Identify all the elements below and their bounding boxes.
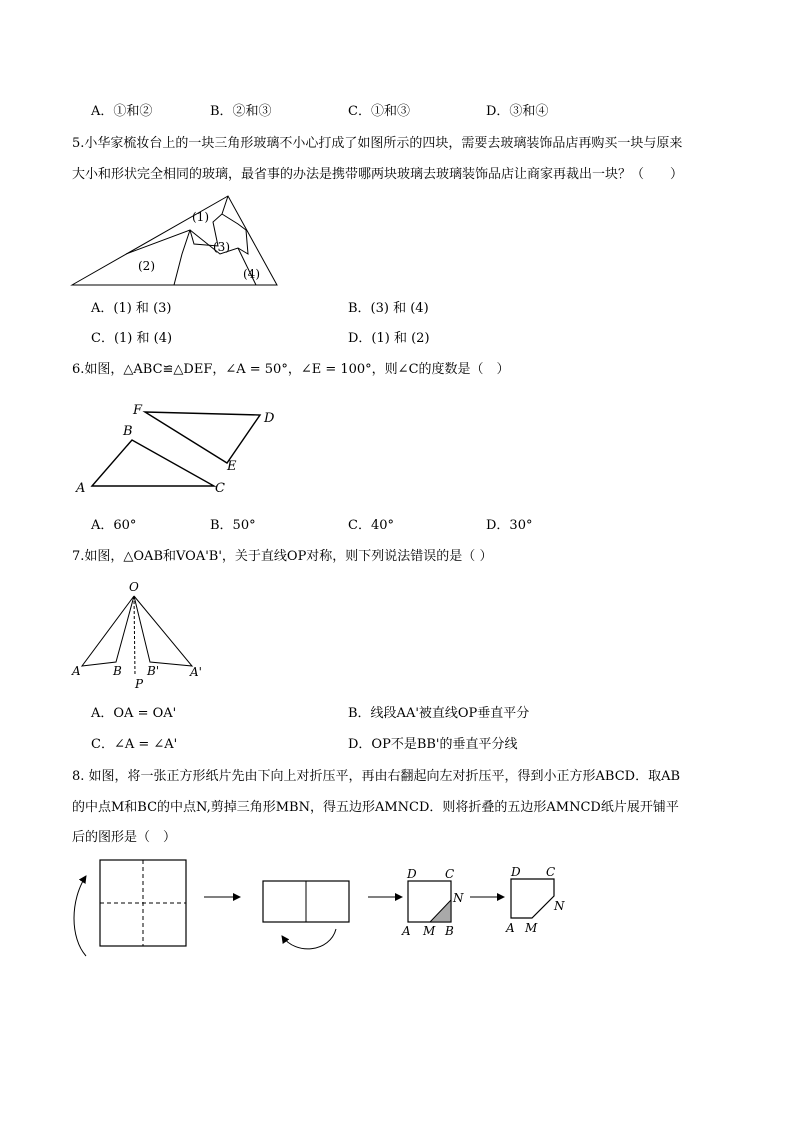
fig4-label-d: D bbox=[511, 865, 521, 879]
fold-up-arrow bbox=[74, 876, 86, 956]
q6-option-a: A．60° bbox=[91, 518, 137, 533]
label-e: E bbox=[227, 459, 237, 474]
q6-option-d: D．30° bbox=[486, 518, 533, 533]
q5-option-b: B．(3) 和 (4) bbox=[348, 301, 429, 316]
q4-option-a: A．①和② bbox=[91, 104, 153, 119]
fig3-label-m: M bbox=[423, 924, 436, 938]
q7-stem: 7.如图，△OAB和VOA'B'，关于直线OP对称，则下列说法错误的是（ ） bbox=[72, 549, 493, 564]
cut-triangle-mbn bbox=[430, 900, 451, 922]
label-p: P bbox=[135, 677, 144, 691]
label-b-prime: B' bbox=[147, 664, 160, 678]
q5-stem-line1: 5.小华家梳妆台上的一块三角形玻璃不小心打成了如图所示的四块，需要去玻璃装饰品店再购买一块与原来 bbox=[72, 136, 683, 151]
label-a: A bbox=[72, 664, 81, 678]
q6-option-c: C．40° bbox=[348, 518, 394, 533]
triangle-oab bbox=[82, 596, 134, 666]
fig4-label-n: N bbox=[554, 899, 565, 913]
q8-stem-line2: 的中点M和BC的中点N,剪掉三角形MBN，得五边形AMNCD．则将折叠的五边形AMNCD纸片展开铺平 bbox=[72, 800, 679, 815]
q6-option-b: B．50° bbox=[210, 518, 256, 533]
q7-option-d: D．OP不是BB'的垂直平分线 bbox=[348, 737, 518, 752]
q4-option-c: C．①和③ bbox=[348, 104, 410, 119]
crack-line-3 bbox=[174, 230, 190, 285]
q6-triangles-figure bbox=[72, 400, 292, 500]
fig4-label-c: C bbox=[546, 865, 556, 879]
q7-option-a: A．OA = OA' bbox=[91, 706, 177, 721]
piece-label-2: (2) bbox=[138, 259, 155, 273]
line-op bbox=[134, 596, 135, 676]
label-a: A bbox=[76, 481, 86, 496]
fig3-label-n: N bbox=[453, 891, 464, 905]
q5-option-a: A．(1) 和 (3) bbox=[91, 301, 172, 316]
fig3-label-d: D bbox=[407, 867, 417, 881]
q6-stem: 6.如图，△ABC≌△DEF，∠A = 50°，∠E = 100°，则∠C的度数是（ ） bbox=[72, 362, 510, 377]
fig3-label-b: B bbox=[445, 924, 454, 938]
piece-label-4: (4) bbox=[243, 267, 260, 281]
fig3-label-c: C bbox=[445, 867, 455, 881]
q8-stem-line3: 后的图形是（ ） bbox=[72, 830, 177, 845]
q4-option-b: B．②和③ bbox=[210, 104, 272, 119]
label-c: C bbox=[215, 481, 225, 496]
triangle-abc bbox=[92, 440, 214, 486]
label-d: D bbox=[264, 411, 275, 426]
q8-stem-line1: 8. 如图，将一张正方形纸片先由下向上对折压平，再由右翻起向左对折压平，得到小正方形ABCD．取AB bbox=[72, 769, 681, 784]
piece-label-1: (1) bbox=[192, 210, 209, 224]
fold-left-arrow bbox=[282, 929, 336, 949]
label-b: B bbox=[123, 424, 133, 439]
label-b: B bbox=[113, 664, 122, 678]
fig3-label-a: A bbox=[402, 924, 411, 938]
triangle-def bbox=[145, 412, 260, 463]
piece-label-3: (3) bbox=[213, 240, 230, 254]
fig4-label-m: M bbox=[525, 921, 538, 935]
q4-option-d: D．③和④ bbox=[486, 104, 549, 119]
q5-option-d: D．(1) 和 (2) bbox=[348, 331, 430, 346]
q8-folding-figure bbox=[64, 858, 574, 958]
label-a-prime: A' bbox=[190, 665, 202, 679]
label-o: O bbox=[129, 580, 139, 594]
label-f: F bbox=[133, 403, 143, 418]
fig4-label-a: A bbox=[506, 921, 515, 935]
q7-option-c: C．∠A = ∠A' bbox=[91, 737, 178, 752]
pentagon-amncd bbox=[511, 879, 554, 918]
q5-option-c: C．(1) 和 (4) bbox=[91, 331, 173, 346]
q5-stem-line2: 大小和形状完全相同的玻璃，最省事的办法是携带哪两块玻璃去玻璃装饰品店让商家再裁出一块？（ ） bbox=[72, 167, 684, 182]
q5-glass-figure bbox=[70, 192, 280, 288]
triangle-oab-prime bbox=[134, 596, 192, 666]
q7-option-b: B．线段AA'被直线OP垂直平分 bbox=[348, 706, 530, 721]
q7-symmetry-figure bbox=[70, 578, 210, 693]
